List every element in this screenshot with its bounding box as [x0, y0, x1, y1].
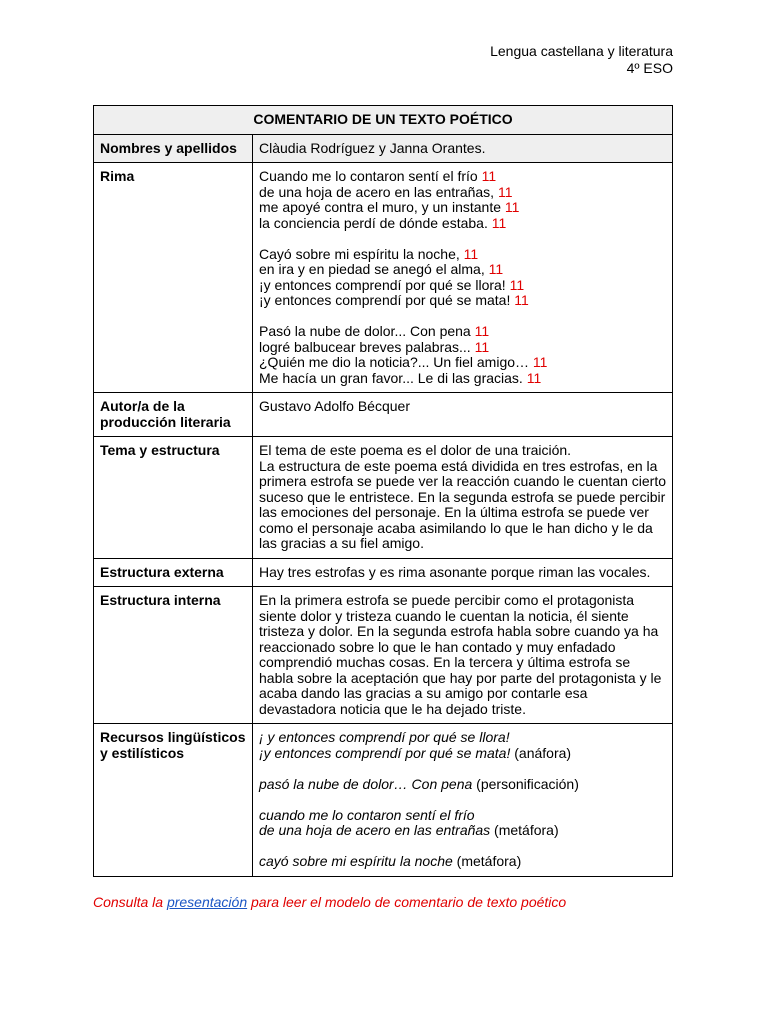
syllable-count: 11 [509, 276, 525, 293]
tema-value [253, 437, 673, 559]
syllable-count: 11 [474, 338, 490, 355]
syllable-count: 11 [481, 168, 497, 184]
recurso-line: ¡y entonces comprendí por qué se mata! (anáfora) [259, 744, 572, 761]
table-title: COMENTARIO DE UN TEXTO POÉTICO [94, 106, 673, 135]
estructura-paragraph: La estructura de este poema está dividida en tres estrofas, en la primera estrofa se puede ver la reacción cuando le cuentan cierto suceso que le entristece. En la segunda estrofa se puede percibir las emociones del personaje. En la última estrofa se puede ver como el personaje acaba asimilando lo que le han dicho y le da las gracias a su fiel amigo. [259, 457, 667, 551]
recurso-line: de una hoja de acero en las entrañas (metáfora) [259, 822, 559, 838]
commentary-table [93, 105, 673, 877]
recurso-line: cuando me lo contaron sentí el frío [259, 806, 475, 823]
syllable-count: 11 [526, 369, 542, 386]
recursos-value [253, 724, 673, 877]
recurso-type: (metáfora) [490, 822, 559, 838]
interna-label: Estructura interna [94, 587, 253, 724]
names-row [94, 134, 673, 163]
recurso-type: (metáfora) [452, 853, 522, 869]
rima-label: Rima [94, 163, 253, 393]
verse-line: ¿Quién me dio la noticia?... Un fiel amigo… 11 [259, 354, 548, 370]
verse-line: me apoyé contra el muro, y un instante 11 [259, 199, 520, 215]
presentation-link[interactable]: presentación [166, 894, 248, 910]
rima-row [94, 163, 673, 393]
tema-paragraph: El tema de este poema es el dolor de una traición. [259, 442, 572, 458]
autor-row [94, 393, 673, 437]
recurso-line: cayó sobre mi espíritu la noche (metáfora) [259, 853, 522, 869]
title-row [94, 106, 673, 135]
verse-line: Cuando me lo contaron sentí el frío 11 [259, 168, 497, 184]
recurso-line: ¡ y entonces comprendí por qué se llora! [259, 729, 510, 745]
rima-poem [253, 163, 673, 393]
syllable-count: 11 [474, 323, 490, 339]
verse-line: Cayó sobre mi espíritu la noche, 11 [259, 245, 479, 262]
externa-value: Hay tres estrofas y es rima asonante porque riman las vocales. [253, 558, 673, 587]
syllable-count: 11 [532, 354, 548, 370]
recurso-type: (personificación) [472, 775, 579, 792]
syllable-count: 11 [504, 199, 520, 215]
autor-label: Autor/a de la producción literaria [94, 393, 253, 437]
names-label: Nombres y apellidos [94, 134, 253, 163]
level-text: 4º ESO [626, 60, 673, 76]
names-value: Clàudia Rodríguez y Janna Orantes. [253, 134, 673, 163]
verse-line: de una hoja de acero en las entrañas, 11 [259, 183, 513, 200]
autor-value: Gustavo Adolfo Bécquer [253, 393, 673, 437]
recurso-line: pasó la nube de dolor… Con pena (personificación) [259, 775, 579, 792]
tema-label: Tema y estructura [94, 437, 253, 559]
interna-value: En la primera estrofa se puede percibir como el protagonista siente dolor y tristeza cuando le cuentan la noticia, él siente tristeza y dolor. En la segunda estrofa habla sobre cuando ya ha reaccionado sobre lo que le han contado y muy enfadado comprendió muchas cosas. En la tercera y última estrofa se habla sobre la aceptación que hay por parte del protagonista y le acaba dando las gracias a su amigo por contarle esa devastadora noticia que le ha dejado triste. [253, 587, 673, 724]
syllable-count: 11 [491, 214, 507, 231]
syllable-count: 11 [463, 245, 479, 262]
footer-note: Consulta la presentación para leer el modelo de comentario de texto poético [93, 894, 567, 910]
tema-row [94, 437, 673, 559]
verse-line: ¡y entonces comprendí por qué se llora! 11 [259, 276, 525, 293]
externa-label: Estructura externa [94, 558, 253, 587]
verse-line: la conciencia perdí de dónde estaba. 11 [259, 214, 507, 231]
verse-line: logré balbucear breves palabras... 11 [259, 338, 490, 355]
subject-text: Lengua castellana y literatura [490, 43, 673, 59]
recursos-label: Recursos lingüísticos y estilísticos [94, 724, 253, 877]
document-header [490, 43, 673, 77]
interna-row [94, 587, 673, 724]
syllable-count: 11 [488, 261, 504, 277]
verse-line: Pasó la nube de dolor... Con pena 11 [259, 323, 490, 339]
externa-row [94, 558, 673, 587]
verse-line: Me hacía un gran favor... Le di las gracias. 11 [259, 369, 542, 386]
recurso-type: (anáfora) [510, 744, 572, 761]
verse-line: en ira y en piedad se anegó el alma, 11 [259, 261, 504, 277]
verse-line: ¡y entonces comprendí por qué se mata! 11 [259, 292, 529, 308]
syllable-count: 11 [514, 292, 529, 308]
recursos-row [94, 724, 673, 877]
syllable-count: 11 [497, 183, 513, 200]
